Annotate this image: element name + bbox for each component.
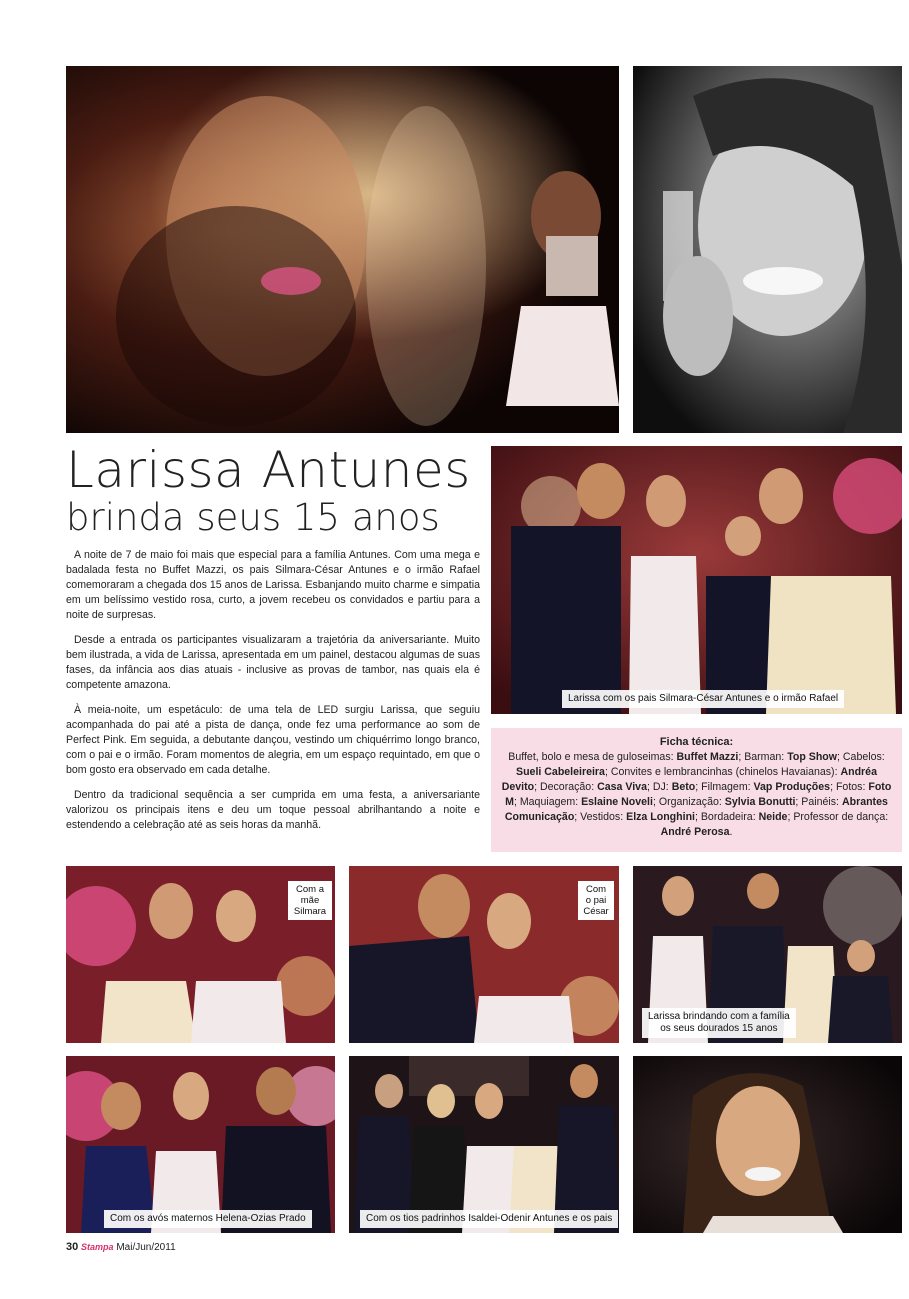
ficha-credit-label: ; Maquiagem: bbox=[513, 796, 582, 808]
ficha-credit-value: Foto M bbox=[505, 781, 892, 808]
family-caption: Larissa com os pais Silmara-César Antunes e o irmão Rafael bbox=[562, 690, 844, 708]
ficha-credit-label: ; Organização: bbox=[652, 796, 725, 808]
grandparents-caption: Com os avós maternos Helena-Ozias Prado bbox=[104, 1210, 312, 1228]
ficha-tecnica-box bbox=[491, 728, 902, 852]
ficha-credit-label: . bbox=[729, 826, 733, 838]
ficha-credit-label: ; Painéis: bbox=[795, 796, 842, 808]
ficha-credit-value: Vap Produções bbox=[753, 781, 831, 793]
headline-subtitle: brinda seus 15 anos bbox=[66, 496, 440, 539]
ficha-credit-label: ; Filmagem: bbox=[695, 781, 754, 793]
mother-caption: Com a mãe Silmara bbox=[288, 881, 332, 920]
godparents-caption: Com os tios padrinhos Isaldei-Odenir Antunes e os pais bbox=[360, 1210, 618, 1228]
ficha-credit-value: Top Show bbox=[787, 751, 838, 763]
article-paragraph: Desde a entrada os participantes visualizaram a trajetória da aniversariante. Muito bem ilustrada, a vida de Larissa, apresentada em um painel, destacou algumas de suas fases, da infância aos dias atuais - inclusive as provas de tambor, nas quais ela é competente amazona. bbox=[66, 634, 480, 691]
ficha-credit-value: Casa Viva bbox=[597, 781, 647, 793]
photo-with-grandparents bbox=[66, 1056, 335, 1233]
issue-date: Mai/Jun/2011 bbox=[116, 1242, 176, 1253]
ficha-credit-label: ; Decoração: bbox=[534, 781, 598, 793]
ficha-title: Ficha técnica: bbox=[659, 736, 734, 748]
ficha-credit-value: Eslaine Noveli bbox=[581, 796, 653, 808]
ficha-credit-label: ; Fotos: bbox=[830, 781, 869, 793]
ficha-credit-value: Abrantes Comunicação bbox=[504, 796, 888, 823]
article-paragraph: À meia-noite, um espetáculo: de uma tela de LED surgiu Larissa, que seguiu acompanhada do pai até a pista de dança, onde fez uma performance ao som de Perfect Pink. Em seguida, a debutante dançou, vestindo um chiquérrimo longo branco, com o pai e o irmão. Foram momentos de alegria, em um espaço requintado, em que o bom gosto era observado em cada detalhe. bbox=[66, 704, 480, 776]
portrait-photo bbox=[633, 1056, 902, 1233]
ficha-credit-label: ; Barman: bbox=[738, 751, 788, 763]
headline-name: Larissa Antunes bbox=[66, 441, 471, 499]
article-paragraph: A noite de 7 de maio foi mais que especial para a família Antunes. Com uma mega e badalada festa no Buffet Mazzi, os pais Silmara-César Antunes e o irmão Rafael comemoraram a chegada dos 15 anos de Larissa. Esbanjando muito charme e simpatia em um belíssimo vestido rosa, curto, a jovem recebeu os convidados e partiu para a noite de surpresas. bbox=[66, 549, 480, 621]
ficha-credits bbox=[499, 750, 894, 840]
father-caption: Com o pai César bbox=[578, 881, 614, 920]
toast-caption: Larissa brindando com a família os seus dourados 15 anos bbox=[642, 1008, 796, 1038]
ficha-credit-label: ; DJ: bbox=[646, 781, 672, 793]
hero-photo-collage bbox=[66, 66, 619, 433]
family-photo bbox=[491, 446, 902, 714]
ficha-credit-value: Beto bbox=[671, 781, 696, 793]
ficha-credit-value: Sylvia Bonutti bbox=[724, 796, 796, 808]
page-number: 30 bbox=[66, 1241, 79, 1253]
ficha-credit-label: ; Vestidos: bbox=[574, 811, 627, 823]
ficha-credit-value: Neide bbox=[758, 811, 788, 823]
ficha-credit-value: Sueli Cabeleireira bbox=[516, 766, 605, 778]
ficha-credit-label: Buffet, bolo e mesa de guloseimas: bbox=[508, 751, 677, 763]
ficha-credit-label: ; Cabelos: bbox=[837, 751, 885, 763]
ficha-credit-value: Elza Longhini bbox=[626, 811, 695, 823]
photo-with-godparents bbox=[349, 1056, 619, 1233]
ficha-credit-label: ; Professor de dança: bbox=[787, 811, 889, 823]
article-paragraph: Dentro da tradicional sequência a ser cumprida em uma festa, a aniversariante valorizou os principais itens e deu um toque pessoal abrilhantando a noite e estendendo a celebração até as seis horas da manhã. bbox=[66, 789, 480, 831]
ficha-credit-value: Andréa Devito bbox=[501, 766, 877, 793]
ficha-credit-value: Buffet Mazzi bbox=[676, 751, 739, 763]
laughing-photo bbox=[633, 66, 902, 433]
page-footer bbox=[66, 1241, 176, 1253]
ficha-credit-label: ; Convites e lembrancinhas (chinelos Havaianas): bbox=[604, 766, 841, 778]
article-body bbox=[66, 548, 480, 843]
ficha-credit-label: ; Bordadeira: bbox=[694, 811, 759, 823]
ficha-credit-value: André Perosa bbox=[660, 826, 730, 838]
magazine-brand: Stampa bbox=[81, 1242, 114, 1252]
